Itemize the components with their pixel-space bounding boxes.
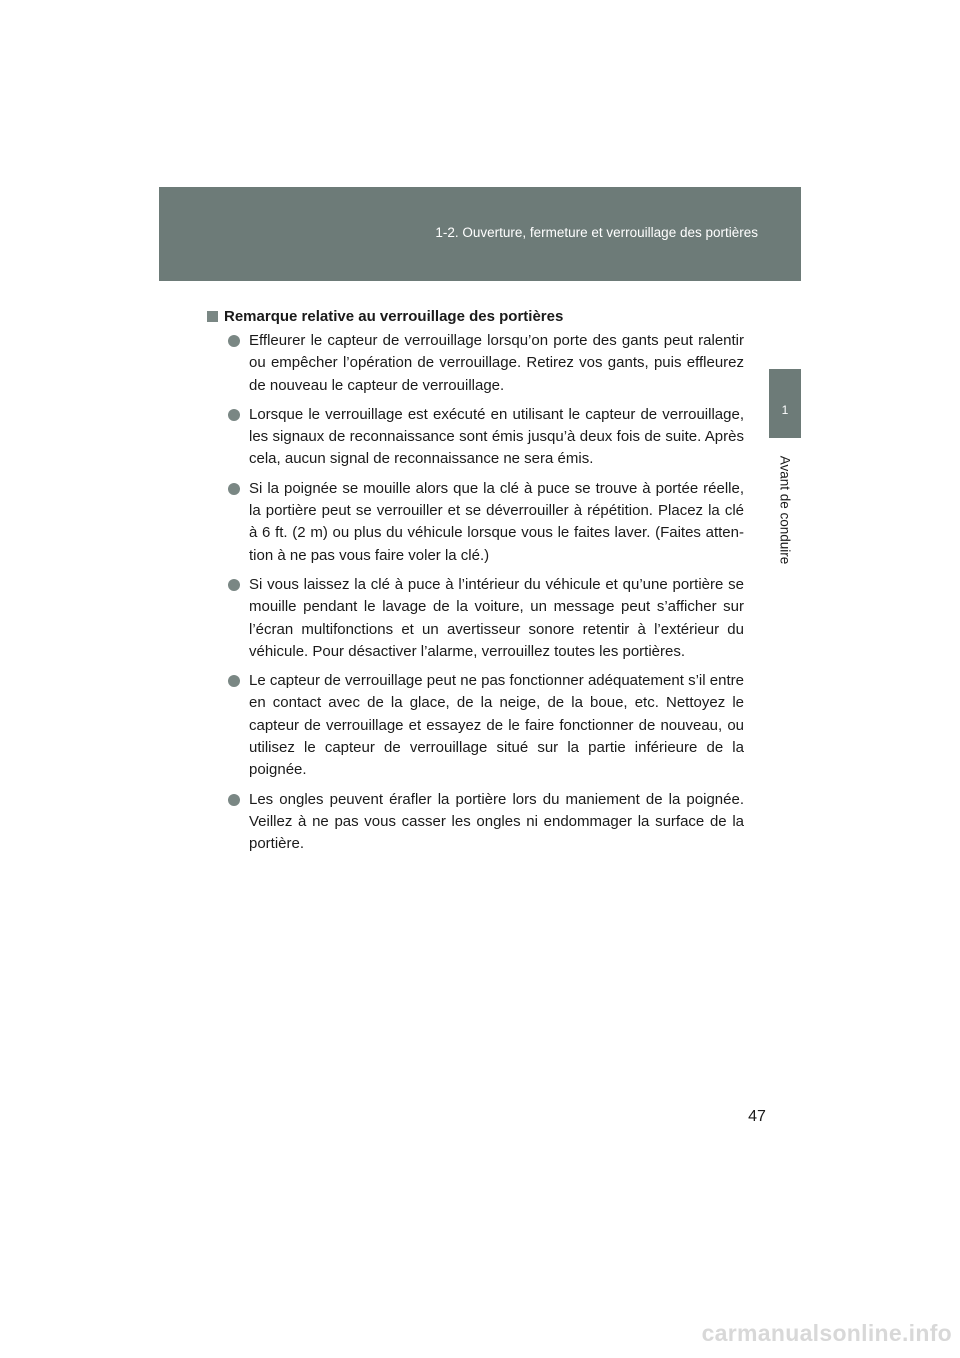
list-item bbox=[224, 330, 744, 397]
circle-bullet-icon bbox=[228, 483, 240, 495]
list-item bbox=[224, 670, 744, 781]
page-number: 47 bbox=[748, 1108, 766, 1125]
circle-bullet-icon bbox=[228, 335, 240, 347]
list-item bbox=[224, 574, 744, 663]
chapter-tab bbox=[769, 369, 801, 438]
circle-bullet-icon bbox=[228, 579, 240, 591]
circle-bullet-icon bbox=[228, 794, 240, 806]
circle-bullet-icon bbox=[228, 409, 240, 421]
list-item bbox=[224, 404, 744, 471]
section-heading-text: Remarque relative au verrouillage des portières bbox=[224, 308, 564, 325]
list-item-text: Si vous laissez la clé à puce à l’intérieur du véhicule et qu’une portière se mouille pendant le lavage de la voiture, un message peut s’afficher sur l’écran multifonctions et un avertisseur sonore retentir à l’extérieur du véhicule. Pour désactiver l’alarme, verrouillez toutes les portières. bbox=[249, 575, 744, 660]
list-item-text: Effleurer le capteur de verrouillage lorsqu’on porte des gants peut ralentir ou empêcher l’opération de verrouillage. Retirez vos gants, puis effleurez de nouveau le capteur de verrouillage. bbox=[249, 332, 744, 394]
watermark: carmanualsonline.info bbox=[701, 1320, 952, 1346]
section-title: 1-2. Ouverture, fermeture et verrouillage des portières bbox=[435, 225, 758, 240]
list-item-text: Si la poignée se mouille alors que la clé à puce se trouve à portée réelle, la portière peut se verrouiller et se déverrouiller à répétition. Placez la clé à 6 ft. (2 m) ou plus du véhicule lorsque vous le faites laver. (Faites atten-tion à ne pas vous faire voler la clé.) bbox=[249, 479, 744, 564]
circle-bullet-icon bbox=[228, 675, 240, 687]
list-item bbox=[224, 789, 744, 856]
list-item-text: Le capteur de verrouillage peut ne pas fonctionner adéquatement s’il entre en contact avec de la glace, de la neige, de la boue, etc. Nettoyez le capteur de verrouillage et essayez de le faire fonctionner de nouveau, ou utilisez le capteur de verrouillage situé sur la partie inférieure de la poignée. bbox=[249, 672, 744, 779]
header-band bbox=[159, 187, 801, 281]
list-item-text: Les ongles peuvent érafler la portière lors du maniement de la poignée. Veillez à ne pas vous casser les ongles ni endommager la surface de la portière. bbox=[249, 790, 744, 853]
section-heading bbox=[207, 306, 727, 328]
main-content bbox=[224, 306, 744, 863]
list-item-text: Lorsque le verrouillage est exécuté en utilisant le capteur de verrouillage, les signaux de reconnaissance sont émis jusqu’à deux fois de suite. Après cela, aucun signal de reconnaissance ne sera émis. bbox=[249, 405, 744, 468]
list-item bbox=[224, 478, 744, 567]
chapter-number: 1 bbox=[781, 403, 789, 417]
square-bullet-icon bbox=[207, 311, 218, 322]
chapter-label: Avant de conduire bbox=[777, 455, 793, 565]
